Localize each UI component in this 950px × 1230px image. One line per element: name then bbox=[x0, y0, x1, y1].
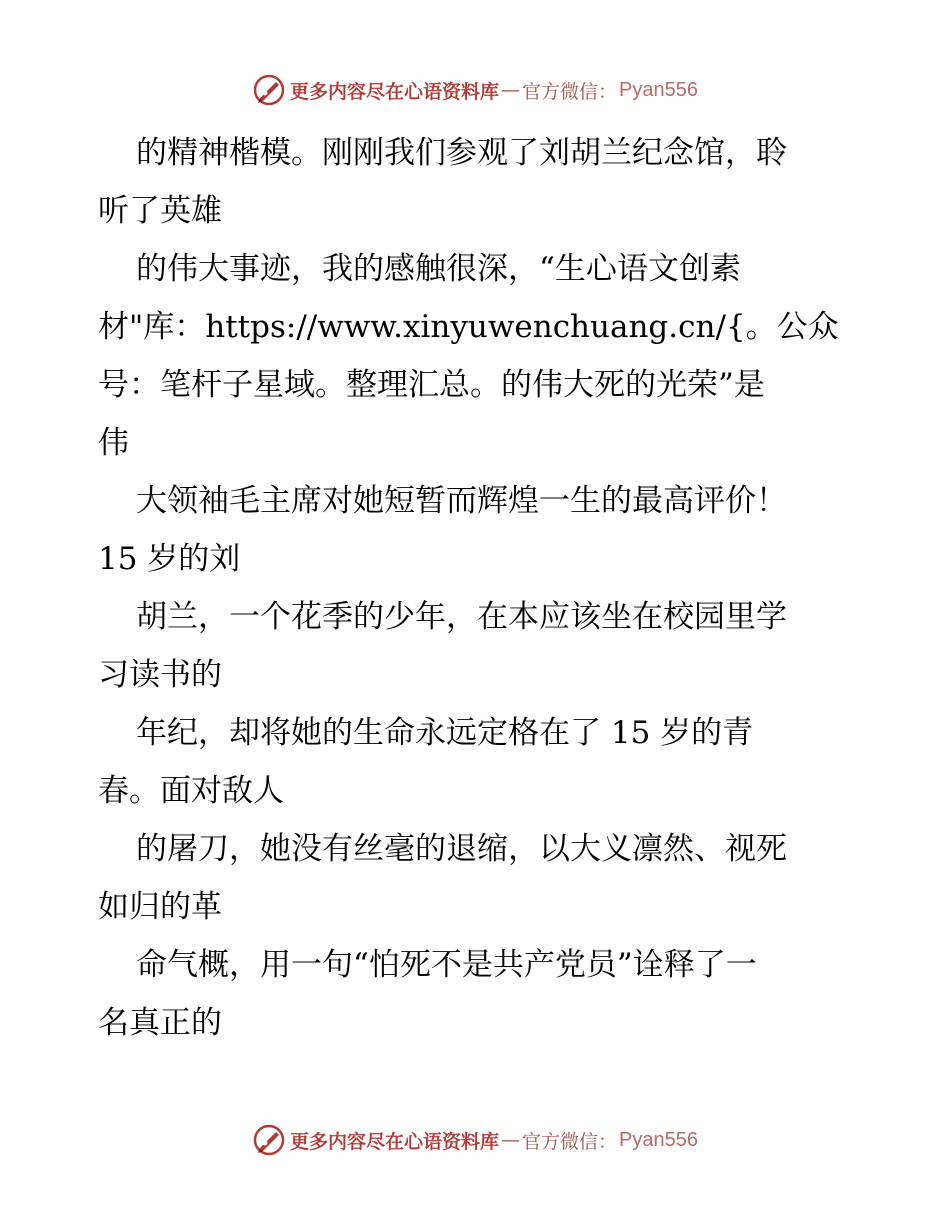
body-line: 15 岁的刘 bbox=[98, 541, 241, 577]
pen-logo-icon bbox=[252, 1123, 286, 1157]
body-line: 的精神楷模。刚刚我们参观了刘胡兰纪念馆，聆 bbox=[136, 135, 787, 171]
body-line: 伟 bbox=[98, 425, 129, 461]
banner-wechat-id: Pyan556 bbox=[619, 78, 698, 101]
body-line: 年纪，却将她的生命永远定格在了 15 岁的青 bbox=[136, 715, 754, 751]
header-banner bbox=[0, 70, 950, 110]
body-line: 如归的革 bbox=[98, 889, 222, 925]
body-line: 命气概，用一句“怕死不是共产党员”诠释了一 bbox=[136, 947, 757, 983]
banner-main-text: 更多内容尽在心语资料库 bbox=[290, 80, 500, 103]
body-line: 名真正的 bbox=[98, 1005, 222, 1041]
body-line: 大领袖毛主席对她短暂而辉煌一生的最高评价！ bbox=[136, 483, 787, 519]
pen-logo-icon bbox=[252, 73, 286, 107]
body-line: 的屠刀，她没有丝毫的退缩，以大义凛然、视死 bbox=[136, 831, 787, 867]
banner-dash: — bbox=[501, 1129, 521, 1151]
body-line: 听了英雄 bbox=[98, 193, 222, 229]
document-body bbox=[98, 124, 858, 1052]
banner-wechat-id: Pyan556 bbox=[619, 1128, 698, 1151]
footer-banner bbox=[0, 1120, 950, 1160]
body-line: 材"库：https://www.xinyuwenchuang.cn/{。公众 bbox=[98, 309, 839, 345]
body-line: 春。面对敌人 bbox=[98, 773, 284, 809]
body-line: 的伟大事迹，我的感触很深，“生心语文创素 bbox=[136, 251, 741, 287]
banner-dash: — bbox=[501, 79, 521, 101]
banner-main-text: 更多内容尽在心语资料库 bbox=[290, 1130, 500, 1153]
body-line: 号：笔杆子星域。整理汇总。的伟大死的光荣”是 bbox=[98, 367, 765, 403]
banner-official-label: 官方微信： bbox=[522, 1130, 618, 1153]
body-line: 习读书的 bbox=[98, 657, 222, 693]
banner-official-label: 官方微信： bbox=[522, 80, 618, 103]
body-line: 胡兰，一个花季的少年，在本应该坐在校园里学 bbox=[136, 599, 787, 635]
